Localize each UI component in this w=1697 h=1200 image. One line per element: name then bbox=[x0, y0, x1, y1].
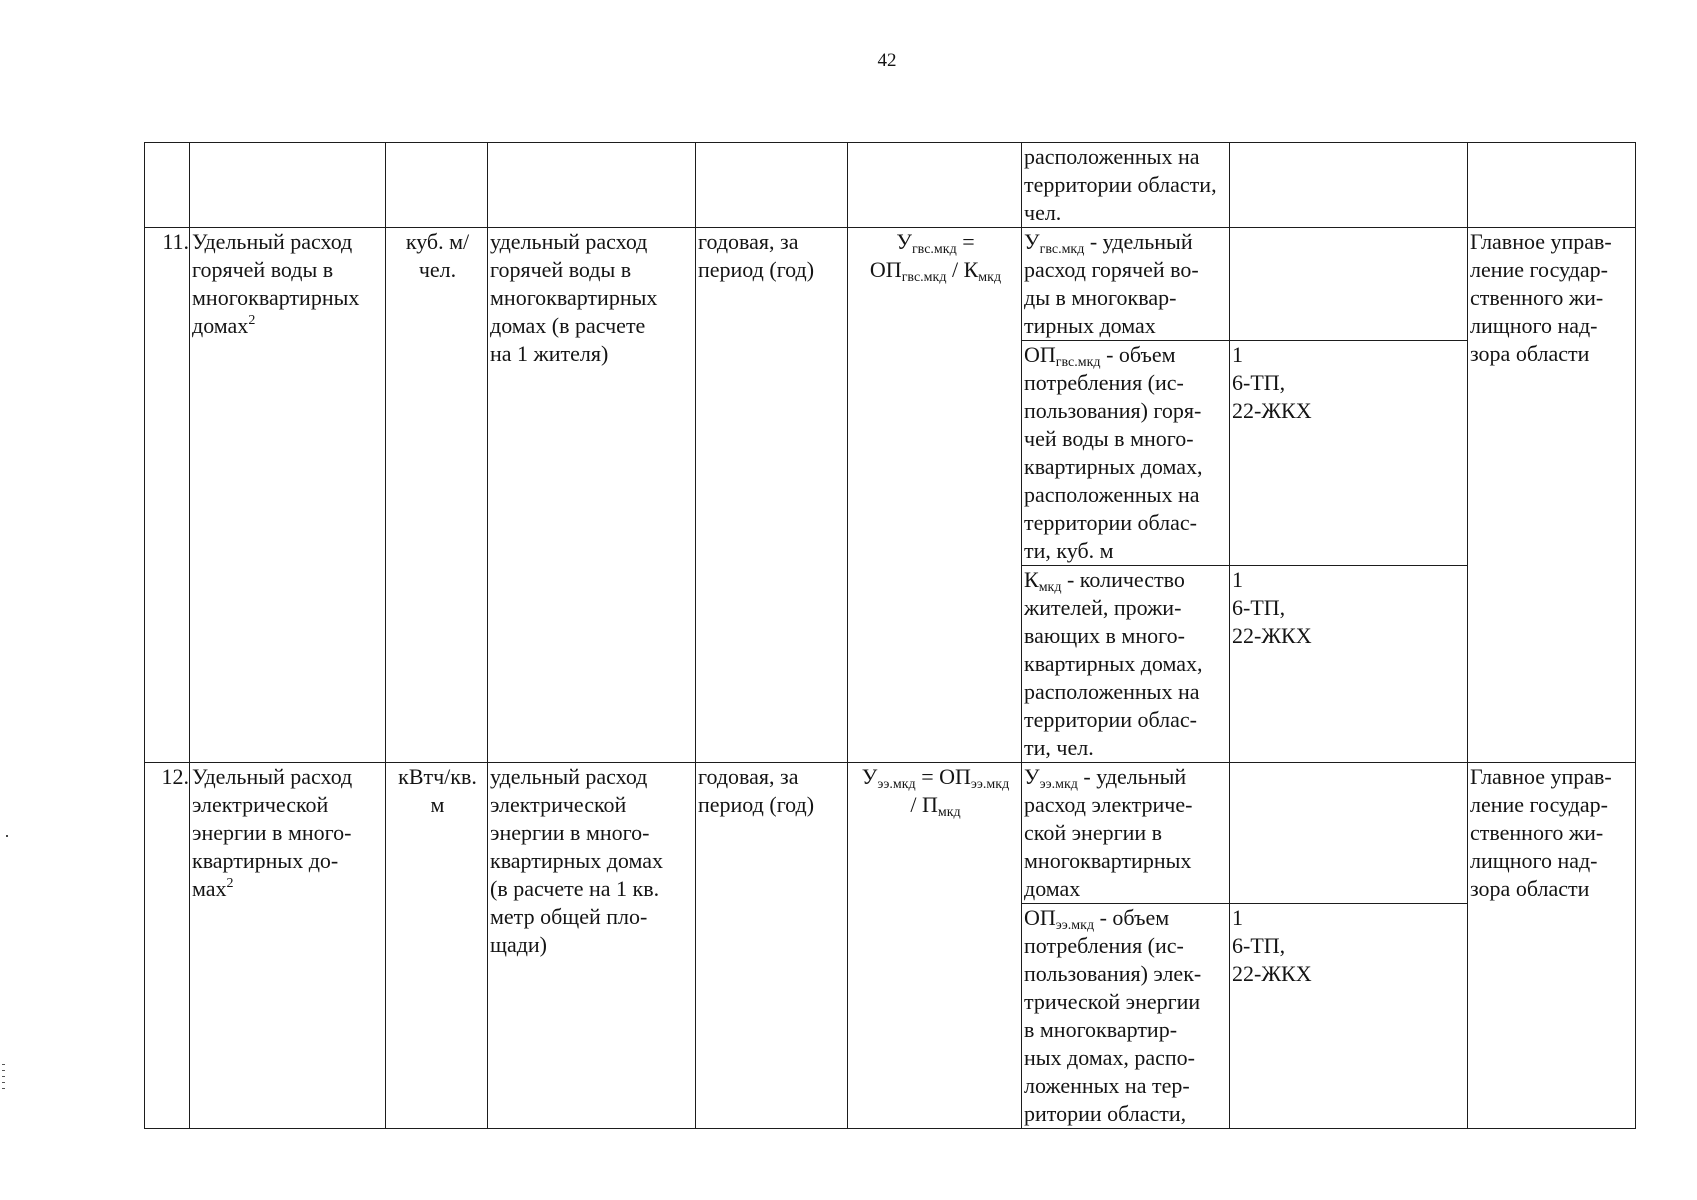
table-row-11 bbox=[145, 228, 1636, 341]
indicators-table bbox=[144, 142, 1636, 1129]
calculation-formula: $У_{ээ.мкд} = ОП_{ээ.мкд}$ / $П_{мкд}$ bbox=[848, 763, 1022, 1129]
unit-of-measure: куб. м/ чел. bbox=[386, 228, 488, 763]
indicator-name: Удельный расход горячей воды в многоквартирных домах$^2$ bbox=[190, 228, 386, 763]
variable-description: $ОП_{ээ.мкд}$ - объем потребления (ис- пользования) элек- трической энергии в многоквартир- ных домах, распо- ложенных на тер- ритории области, bbox=[1022, 904, 1230, 1129]
table-row-12 bbox=[145, 763, 1636, 904]
data-source: 1 6-ТП, 22-ЖКХ bbox=[1230, 904, 1468, 1129]
scan-artifact bbox=[2, 1070, 5, 1071]
variable-description: $ОП_{гвс.мкд}$ - объем потребления (ис- пользования) горя- чей воды в много- квартирных домах, расположенных на территории облас- ти, куб. м bbox=[1022, 341, 1230, 566]
data-source bbox=[1230, 228, 1468, 341]
scan-artifact bbox=[2, 1082, 5, 1083]
indicator-name: Удельный расход электрической энергии в много- квартирных до- мах$^2$ bbox=[190, 763, 386, 1129]
continuation-row bbox=[145, 143, 1636, 228]
scan-artifact bbox=[6, 835, 8, 837]
page-number: 42 bbox=[877, 50, 897, 71]
variable-description: $У_{гвс.мкд}$ - удельный расход горячей во- ды в многоквар- тирных домах bbox=[1022, 228, 1230, 341]
row-number: 12. bbox=[145, 763, 190, 1129]
responsible-body: Главное управ- ление государ- ственного жи- лищного над- зора области bbox=[1468, 228, 1636, 763]
variable-description: $К_{мкд}$ - количество жителей, прожи- вающих в много- квартирных домах, расположенных на территории облас- ти, чел. bbox=[1022, 566, 1230, 763]
variable-description: $У_{ээ.мкд}$ - удельный расход электриче- ской энергии в многоквартирных домах bbox=[1022, 763, 1230, 904]
data-source: 1 6-ТП, 22-ЖКХ bbox=[1230, 341, 1468, 566]
row-number: 11. bbox=[145, 228, 190, 763]
scan-artifact bbox=[2, 1088, 5, 1089]
footnote-mark: 2 bbox=[226, 876, 234, 891]
footnote-mark: 2 bbox=[248, 313, 256, 328]
data-source bbox=[1230, 763, 1468, 904]
indicator-definition: удельный расход электрической энергии в много- квартирных домах (в расчете на 1 кв. метр общей пло- щади) bbox=[488, 763, 696, 1129]
periodicity: годовая, за период (год) bbox=[696, 763, 848, 1129]
calculation-formula: $У_{гвс.мкд}$ = $ОП_{гвс.мкд} / К_{мкд}$ bbox=[848, 228, 1022, 763]
unit-of-measure: кВтч/кв. м bbox=[386, 763, 488, 1129]
scan-artifact bbox=[2, 1064, 5, 1065]
responsible-body: Главное управ- ление государ- ственного жи- лищного над- зора области bbox=[1468, 763, 1636, 1129]
scan-artifact bbox=[2, 1076, 5, 1077]
data-source: 1 6-ТП, 22-ЖКХ bbox=[1230, 566, 1468, 763]
continuation-text: расположенных на территории области, чел. bbox=[1022, 143, 1230, 228]
periodicity: годовая, за период (год) bbox=[696, 228, 848, 763]
indicator-definition: удельный расход горячей воды в многоквартирных домах (в расчете на 1 жителя) bbox=[488, 228, 696, 763]
